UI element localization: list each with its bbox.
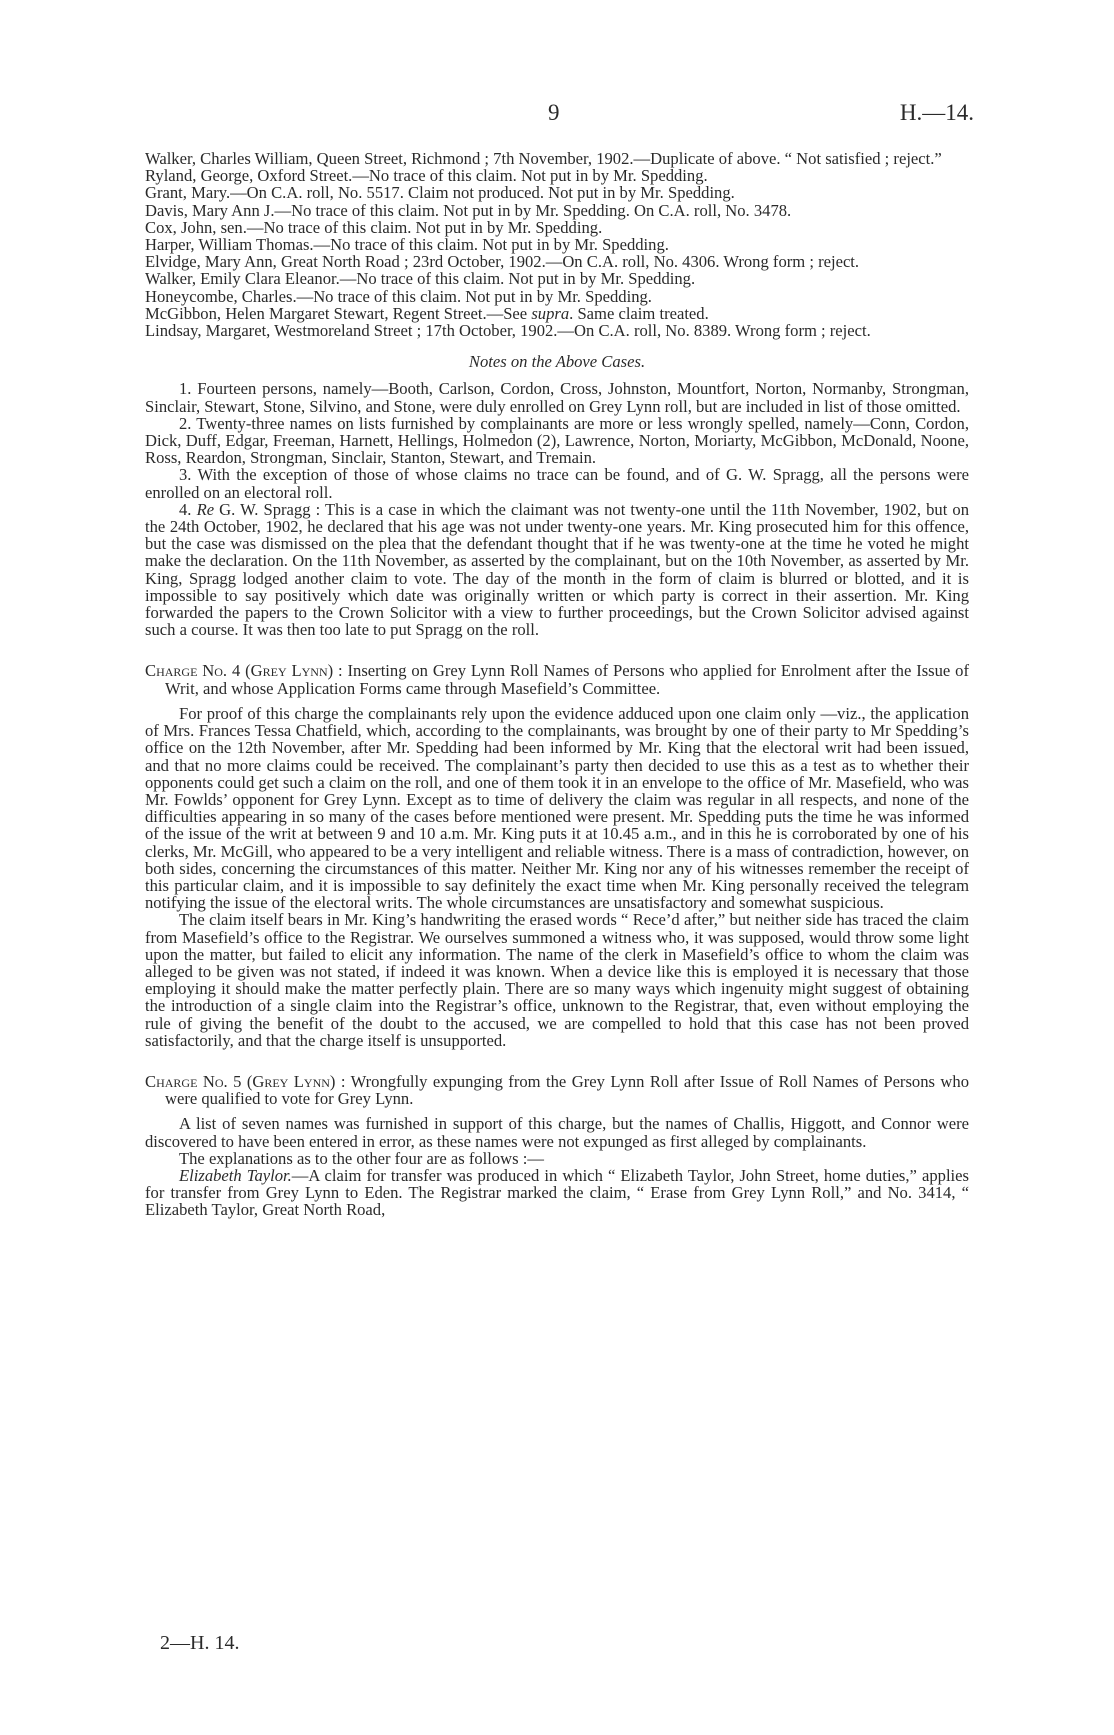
page-header [0, 100, 1114, 130]
claims-list [145, 150, 969, 339]
note-paragraph-4 [145, 501, 969, 639]
entry-supra: supra [531, 303, 570, 323]
charge-title: : Inserting on Grey Lynn Roll Names of Persons who applied for Enrolment after the Issue of Writ, and whose Application Forms came through Masefield’s Committee. [165, 661, 969, 698]
charge-title: : Wrongfully expunging from the Grey Lynn Roll after Issue of Roll Names of Persons who were qualified to vote for Grey Lynn. [165, 1071, 969, 1109]
claim-entry-mcgibbon [145, 305, 969, 322]
note-paragraph: 1. Fourteen persons, namely—Booth, Carlson, Cordon, Cross, Johnston, Mountfort, Norton, Normanby, Strongman, Sinclair, Stewart, Stone, Silvino, and Stone, were duly enrolled on Grey Lynn roll, but are included in list of those omitted. [145, 379, 969, 416]
note-paragraph: 3. With the exception of those of whose claims no trace can be found, and of G. W. Spragg, all the persons were enrolled on an electoral roll. [145, 465, 969, 502]
page-body [145, 150, 969, 1219]
charge-4-paragraph: The claim itself bears in Mr. King’s handwriting the erased words “ Rece’d after,” but neither side has traced the claim from Masefield’s office to the Registrar. We ourselves summoned a witness who, it was supposed, would throw some light upon the matter, but failed to elicit any information. The name of the clerk in Masefield’s office to whom the claim was alleged to be given was not stated, if indeed it was known. When a device like this is employed it is necessary that those employing it should make the matter perfectly plain. There are so many ways which ingenuity might suggest of obtaining the introduction of a single claim into the Registrar’s office, unknown to the Registrar, that, even without employing the rule of giving the benefit of the doubt to the accused, we are compelled to hold that this case has not been proved satisfactorily, and that the charge itself is unsupported. [145, 910, 969, 1050]
charge-5-heading [145, 1073, 969, 1107]
claim-entry: Grant, Mary.—On C.A. roll, No. 5517. Claim not produced. Not put in by Mr. Spedding. [145, 183, 735, 203]
claim-entry: Ryland, George, Oxford Street.—No trace of this claim. Not put in by Mr. Spedding. [145, 166, 708, 186]
entry-text: . Same claim treated. [569, 303, 709, 323]
note-text: G. W. Spragg : This is a case in which the claimant was not twenty-one until the 11th November, 1902, but on the 24th October, 1902, he declared that his age was not under twenty-one years. Mr. King prosecuted him for this offence, but the case was dismissed on the plea that the defendant thought that if he was twenty-one at the time he voted he might make the declaration. On the 11th November, as asserted by the complainant, but on the 10th November, as asserted by Mr. King, Spragg lodged another claim to vote. The day of the month in the form of claim is blurred or blotted, and it is impossible to say positively which date was originally written or which party is correct in their assertion. Mr. King forwarded the papers to the Crown Solicitor with a view to further proceedings, but the Crown Solicitor advised against such a course. It was then too late to put Spragg on the roll. [145, 499, 970, 640]
claim-entry: Elvidge, Mary Ann, Great North Road ; 23rd October, 1902.—On C.A. roll, No. 4306. Wrong form ; reject. [145, 252, 860, 272]
document-reference: H.—14. [899, 100, 974, 125]
charge-label: Charge No. 4 [145, 661, 241, 681]
notes-section [145, 380, 969, 638]
note-re: Re [196, 499, 215, 519]
claim-entry-lindsay: Lindsay, Margaret, Westmoreland Street ; 17th October, 1902.—On C.A. roll, No. 8389. Wrong form ; reject. [145, 321, 871, 341]
note-paragraph: 2. Twenty-three names on lists furnished by complainants are more or less wrongly spelled, namely—Conn, Cordon, Dick, Duff, Edgar, Freeman, Harnett, Hellings, Holmedon (2), Lawrence, Norton, Moriarty, McGibbon, McDonald, Noone, Ross, Reardon, Strongman, Sinclair, Stanton, Stewart, and Tremain. [145, 413, 969, 468]
charge-5-paragraph: A list of seven names was furnished in support of this charge, but the names of Challis, Higgott, and Connor were discovered to have been entered in error, as these names were not expunged as first alleged by complainants. [145, 1114, 969, 1151]
page-footer-signature: 2—H. 14. [160, 1632, 240, 1654]
claim-entry: Harper, William Thomas.—No trace of this claim. Not put in by Mr. Spedding. [145, 235, 669, 255]
claim-entry: Cox, John, sen.—No trace of this claim. Not put in by Mr. Spedding. [145, 217, 603, 237]
claim-entry: Walker, Charles William, Queen Street, Richmond ; 7th November, 1902.—Duplicate of above. “ Not satisfied ; reject.” [145, 149, 942, 168]
note-number: 4. [179, 499, 197, 519]
charge-5-paragraph: The explanations as to the other four are as follows :— [179, 1148, 544, 1168]
taylor-name: Elizabeth Taylor. [179, 1165, 292, 1185]
entry-text: McGibbon, Helen Margaret Stewart, Regent Street.—See [145, 303, 532, 323]
charge-place: (Grey Lynn) [246, 1071, 336, 1091]
charge-label: Charge No. 5 [145, 1071, 242, 1091]
charge-place: (Grey Lynn) [245, 661, 334, 681]
claim-entry: Davis, Mary Ann J.—No trace of this claim. Not put in by Mr. Spedding. On C.A. roll, No. 3478. [145, 200, 792, 220]
charge-4-paragraph: For proof of this charge the complainants rely upon the evidence adduced upon one claim only —viz., the application of Mrs. Frances Tessa Chatfield, which, according to the complainants, was brought by one of their party to Mr Spedding’s office on the 12th November, after Mr. Spedding had been informed by Mr. King that the electoral writ had been issued, and that no more claims could be received. The complainant’s party then decided to use this as a test as to whether their opponents could get such a claim on the roll, and one of them took it in an envelope to the office of Mr. Masefield, who was Mr. Fowlds’ opponent for Grey Lynn. Except as to time of delivery the claim was regular in all respects, and none of the difficulties appearing in so many of the cases before mentioned were present. Mr. Spedding puts the time he was informed of the issue of the writ at between 9 and 10 a.m. Mr. King puts it at 10.45 a.m., and in this he is corroborated by one of his clerks, Mr. McGill, who appeared to be a very intelligent and reliable witness. There is a mass of contradiction, however, on both sides, concerning the circumstances of this matter. Neither Mr. King nor any of his witnesses remember the receipt of this particular claim, and it is impossible to say definitely the exact time when Mr. King personally received the telegram notifying the issue of the electoral writs. The whole circumstances are unsatisfactory and somewhat suspicious. [145, 703, 969, 913]
page-number: 9 [548, 100, 560, 125]
notes-heading: Notes on the Above Cases. [468, 352, 646, 372]
taylor-text: —A claim for transfer was produced in which “ Elizabeth Taylor, John Street, home duties,” applies for transfer from Grey Lynn to Eden. The Registrar marked the claim, “ Erase from Grey Lynn Roll,” and No. 3414, “ Elizabeth Taylor, Great North Road, [145, 1165, 969, 1220]
claim-entry: Walker, Emily Clara Eleanor.—No trace of this claim. Not put in by Mr. Spedding. [145, 269, 696, 289]
charge-4-heading [145, 662, 969, 696]
claim-entry: Honeycombe, Charles.—No trace of this claim. Not put in by Mr. Spedding. [145, 286, 652, 306]
charge-5-taylor [145, 1167, 969, 1219]
